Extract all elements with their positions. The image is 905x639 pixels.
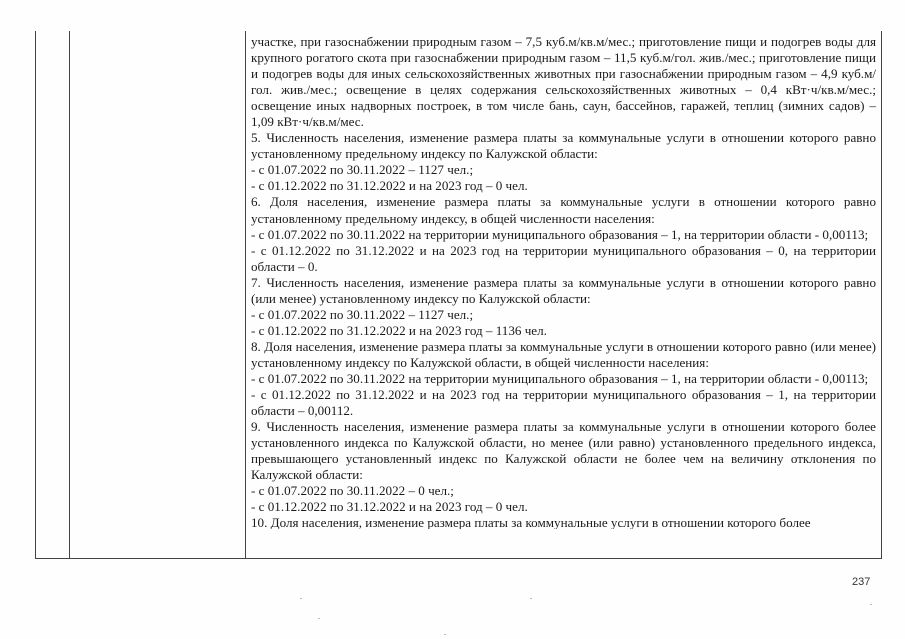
column-divider-2 — [245, 31, 246, 558]
scan-speck — [300, 598, 302, 599]
scan-speck — [530, 598, 532, 599]
list-item: - с 01.12.2022 по 31.12.2022 и на 2023 год – 0 чел. — [251, 178, 528, 194]
paragraph: 6. Доля населения, изменение размера платы за коммунальные услуги в отношении которого равно установленному предельному индексу, в общей численности населения: — [251, 194, 876, 226]
table-cell-text — [251, 34, 876, 529]
list-item: - с 01.07.2022 по 30.11.2022 на территории муниципального образования – 1, на территории области - 0,00113; — [251, 226, 869, 242]
list-item: - с 01.12.2022 по 31.12.2022 и на 2023 год на территории муниципального образования – 1, на территории области – 0,00112. — [251, 387, 876, 419]
paragraph: 8. Доля населения, изменение размера платы за коммунальные услуги в отношении которого равно (или менее) установленному индексу по Калужской области, в общей численности населения: — [251, 338, 876, 370]
list-item: - с 01.07.2022 по 30.11.2022 – 1127 чел.; — [251, 306, 474, 322]
column-divider-1 — [69, 31, 70, 558]
scan-speck — [870, 604, 872, 605]
list-item: - с 01.07.2022 по 30.11.2022 – 1127 чел.; — [251, 162, 474, 178]
paragraph: 10. Доля населения, изменение размера платы за коммунальные услуги в отношении которого более — [251, 515, 811, 530]
list-item: - с 01.12.2022 по 31.12.2022 и на 2023 год на территории муниципального образования – 0, на территории области – 0. — [251, 242, 876, 274]
paragraph: 5. Численность населения, изменение размера платы за коммунальные услуги в отношении которого равно установленному предельному индексу по Калужской области: — [251, 130, 876, 162]
paragraph: участке, при газоснабжении природным газом – 7,5 куб.м/кв.м/мес.; приготовление пищи и подогрев воды для крупного рогатого скота при газоснабжении природным газом – 11,5 куб.м/гол. жив./мес.; приготовление пищи и подогрев воды для иных сельскохозяйственных животных при газоснабжении природным газом – 4,9 куб.м/гол. жив./мес.; освещение в целях содержания сельскохозяйственных животных – 0,4 кВт·ч/кв.м/мес.; освещение иных надворных построек, в том числе бань, саун, бассейнов, гаражей, теплиц (зимних садов) – 1,09 кВт·ч/кв.м/мес. — [251, 34, 876, 130]
page-number: 237 — [852, 576, 871, 588]
list-item: - с 01.07.2022 по 30.11.2022 на территории муниципального образования – 1, на территории области - 0,00113; — [251, 370, 869, 386]
document-table — [35, 31, 882, 559]
paragraph: 9. Численность населения, изменение размера платы за коммунальные услуги в отношении которого более установленного индекса по Калужской области, но менее (или равно) установленного предельного индекса, превышающего установленный индекс по Калужской области не более чем на величину отклонения по Калужской области: — [251, 419, 876, 483]
list-item: - с 01.12.2022 по 31.12.2022 и на 2023 год – 1136 чел. — [251, 322, 547, 338]
scan-speck — [318, 618, 320, 619]
list-item: - с 01.07.2022 по 30.11.2022 – 0 чел.; — [251, 483, 454, 499]
paragraph: 7. Численность населения, изменение размера платы за коммунальные услуги в отношении которого равно (или менее) установленному индексу по Калужской области: — [251, 274, 876, 306]
list-item: - с 01.12.2022 по 31.12.2022 и на 2023 год – 0 чел. — [251, 499, 528, 515]
scan-speck — [444, 634, 446, 635]
